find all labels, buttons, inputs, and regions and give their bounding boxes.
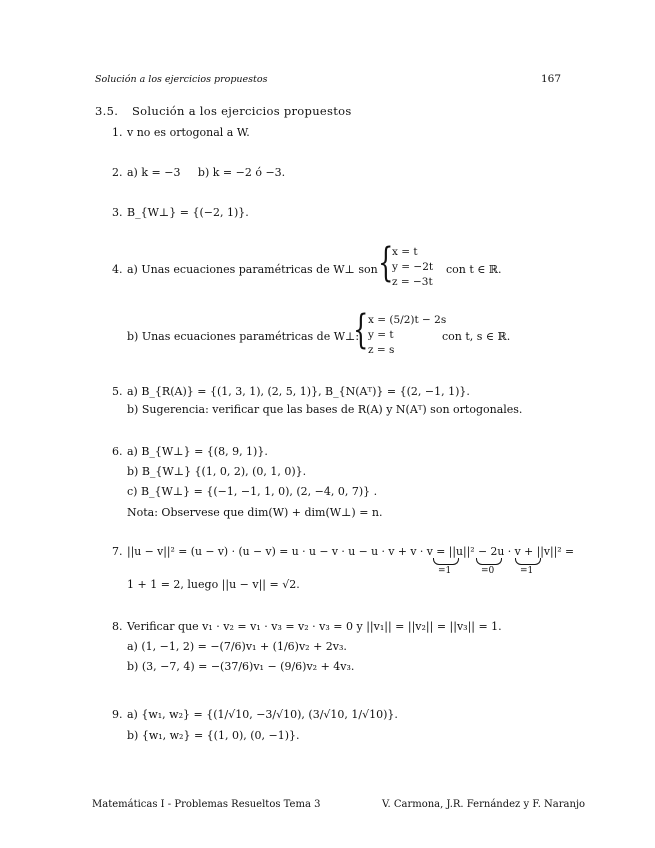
equation-line: y = t [368, 329, 394, 341]
equation-line: x = (5/2)t − 2s [368, 314, 447, 326]
underbrace-label: =0 [481, 566, 495, 576]
section-title: Solución a los ejercicios propuestos [132, 104, 352, 118]
item-6a-text: a) B_{W⊥} = {(8, 9, 1)}. [127, 445, 268, 458]
item-4b-text: b) Unas ecuaciones paramétricas de W⊥: [127, 330, 360, 343]
left-brace: { [353, 307, 369, 353]
item-2-text: a) k = −3 b) k = −2 ó −3. [127, 166, 286, 179]
item-8b-text: b) (3, −7, 4) = −(37/6)v₁ − (9/6)v₂ + 4v₃. [127, 660, 355, 673]
underbrace-label: =1 [438, 566, 452, 576]
item-2-number: 2. [112, 166, 123, 179]
item-4-number: 4. [112, 263, 123, 276]
item-3-number: 3. [112, 206, 123, 219]
page-number: 167 [541, 73, 562, 85]
equation-line: y = −2t [392, 261, 434, 273]
running-header-title: Solución a los ejercicios propuestos [95, 74, 268, 85]
item-7-number: 7. [112, 545, 123, 558]
item-1-number: 1. [112, 126, 123, 139]
equation-line: z = s [368, 344, 395, 356]
footer-left: Matemáticas I - Problemas Resueltos Tema 3 [92, 799, 321, 810]
item-4a-condition: con t ∈ ℝ. [446, 263, 502, 276]
item-6c-text: c) B_{W⊥} = {(−1, −1, 1, 0), (2, −4, 0, 7)} . [127, 485, 378, 498]
item-7-line2: 1 + 1 = 2, luego ||u − v|| = √2. [127, 578, 300, 591]
item-4b-system [368, 313, 446, 358]
item-4a-text: a) Unas ecuaciones paramétricas de W⊥ son [127, 263, 378, 276]
underbrace [433, 558, 459, 565]
item-7-line1: ||u − v||² = (u − v) · (u − v) = u · u − v · u − u · v + v · v = ||u||² − 2u · v + ||v||² = [127, 545, 575, 558]
item-3-text: B_{W⊥} = {(−2, 1)}. [127, 206, 249, 219]
item-6-note: Nota: Observese que dim(W) + dim(W⊥) = n. [127, 506, 383, 519]
item-8-number: 8. [112, 620, 123, 633]
equation-line: x = t [392, 246, 418, 258]
item-1-text: v no es ortogonal a W. [127, 126, 250, 139]
item-9-number: 9. [112, 708, 123, 721]
left-brace: { [378, 240, 394, 286]
item-5a-text: a) B_{R(A)} = {(1, 3, 1), (2, 5, 1)}, B_{N(Aᵀ)} = {(2, −1, 1)}. [127, 385, 470, 398]
underbrace-label: =1 [520, 566, 534, 576]
item-4b-condition: con t, s ∈ ℝ. [442, 330, 511, 343]
footer-right: V. Carmona, J.R. Fernández y F. Naranjo [382, 799, 586, 810]
item-5b-text: b) Sugerencia: verificar que las bases de R(A) y N(Aᵀ) son ortogonales. [127, 403, 523, 416]
item-8a-text: a) (1, −1, 2) = −(7/6)v₁ + (1/6)v₂ + 2v₃. [127, 640, 347, 653]
item-6b-text: b) B_{W⊥} {(1, 0, 2), (0, 1, 0)}. [127, 465, 307, 478]
item-8-text: Verificar que v₁ · v₂ = v₁ · v₃ = v₂ · v₃ = 0 y ||v₁|| = ||v₂|| = ||v₃|| = 1. [127, 620, 502, 633]
item-4a-system [392, 245, 433, 290]
underbrace [515, 558, 541, 565]
equation-line: z = −3t [392, 276, 433, 288]
item-9a-text: a) {w₁, w₂} = {(1/√10, −3/√10), (3/√10, 1/√10)}. [127, 708, 398, 721]
underbrace [476, 558, 502, 565]
item-5-number: 5. [112, 385, 123, 398]
section-number: 3.5. [95, 104, 119, 118]
item-9b-text: b) {w₁, w₂} = {(1, 0), (0, −1)}. [127, 729, 300, 742]
item-6-number: 6. [112, 445, 123, 458]
